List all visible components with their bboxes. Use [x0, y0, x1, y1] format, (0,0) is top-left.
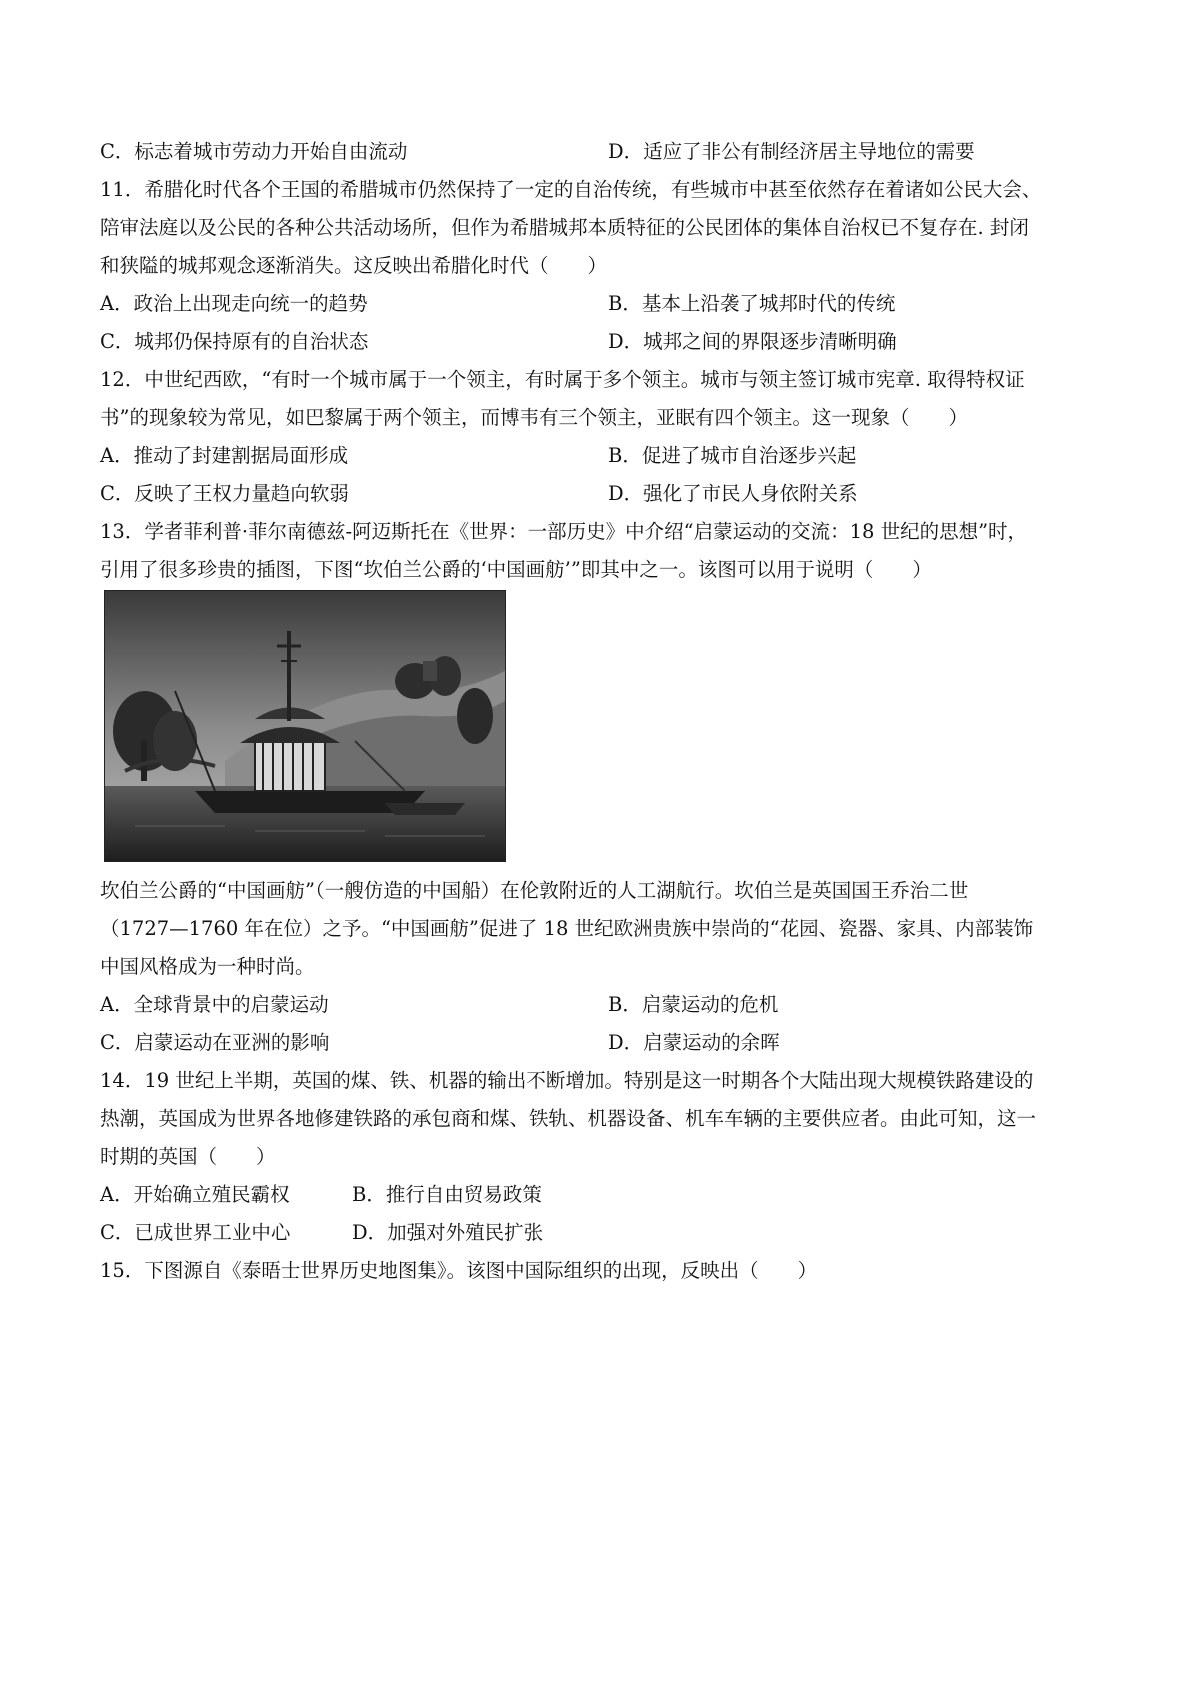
- q14-option-c: C．已成世界工业中心: [100, 1221, 291, 1244]
- q14-stem-line-2: 热潮，英国成为世界各地修建铁路的承包商和煤、铁轨、机器设备、机车车辆的主要供应者。由此可知，这一: [100, 1107, 1037, 1130]
- q13-caption-line-1: 坎伯兰公爵的“中国画舫”（一艘仿造的中国船）在伦敦附近的人工湖航行。坎伯兰是英国国王乔治二世: [100, 879, 969, 902]
- chinese-pleasure-boat-engraving: [104, 590, 506, 862]
- q14-option-b: B．推行自由贸易政策: [352, 1183, 542, 1206]
- q11-stem-line-1: 11．希腊化时代各个王国的希腊城市仍然保持了一定的自治传统，有些城市中甚至依然存在着诸如公民大会、: [100, 178, 1042, 201]
- q14-stem-line-3: 时期的英国（ ）: [100, 1145, 276, 1168]
- q13-caption-line-2: （1727—1760 年在位）之予。“中国画舫”促进了 18 世纪欧洲贵族中崇尚的“花园、瓷器、家具、内部装饰: [100, 917, 1034, 940]
- q11-option-c: C．城邦仍保持原有的自治状态: [100, 330, 369, 353]
- q12-option-b: B．促进了城市自治逐步兴起: [608, 444, 857, 467]
- q10-option-c: C．标志着城市劳动力开始自由流动: [100, 140, 408, 163]
- q14-stem-line-1: 14．19 世纪上半期，英国的煤、铁、机器的输出不断增加。特别是这一时期各个大陆出现大规模铁路建设的: [100, 1069, 1034, 1092]
- q13-caption-line-3: 中国风格成为一种时尚。: [100, 955, 315, 978]
- q13-option-d: D．启蒙运动的余晖: [608, 1031, 780, 1054]
- q11-option-b: B．基本上沿袭了城邦时代的传统: [608, 292, 896, 315]
- q12-stem-line-2: 书”的现象较为常见，如巴黎属于两个领主，而博韦有三个领主，亚眠有四个领主。这一现象（ ）: [100, 406, 968, 429]
- q14-option-d: D．加强对外殖民扩张: [352, 1221, 544, 1244]
- q11-option-a: A．政治上出现走向统一的趋势: [100, 292, 368, 315]
- q11-stem-line-3: 和狭隘的城邦观念逐渐消失。这反映出希腊化时代（ ）: [100, 254, 608, 277]
- q13-option-b: B．启蒙运动的危机: [608, 993, 779, 1016]
- q13-option-a: A．全球背景中的启蒙运动: [100, 993, 329, 1016]
- q15-stem-line-1: 15．下图源自《泰晤士世界历史地图集》。该图中国际组织的出现，反映出（ ）: [100, 1259, 818, 1282]
- q12-option-d: D．强化了市民人身依附关系: [608, 482, 858, 505]
- q14-option-a: A．开始确立殖民霸权: [100, 1183, 290, 1206]
- q11-option-d: D．城邦之间的界限逐步清晰明确: [608, 330, 897, 353]
- q11-stem-line-2: 陪审法庭以及公民的各种公共活动场所，但作为希腊城邦本质特征的公民团体的集体自治权已不复存在. 封闭: [100, 216, 1029, 239]
- q13-stem-line-2: 引用了很多珍贵的插图，下图“坎伯兰公爵的‘中国画舫’”即其中之一。该图可以用于说明（ ）: [100, 558, 932, 581]
- q10-option-d: D．适应了非公有制经济居主导地位的需要: [608, 140, 975, 163]
- q12-stem-line-1: 12．中世纪西欧，“有时一个城市属于一个领主，有时属于多个领主。城市与领主签订城市宪章. 取得特权证: [100, 368, 1025, 391]
- q12-option-a: A．推动了封建割据局面形成: [100, 444, 349, 467]
- q12-option-c: C．反映了王权力量趋向软弱: [100, 482, 349, 505]
- q13-option-c: C．启蒙运动在亚洲的影响: [100, 1031, 330, 1054]
- q13-stem-line-1: 13．学者菲利普·菲尔南德兹-阿迈斯托在《世界：一部历史》中介绍“启蒙运动的交流：18 世纪的思想”时，: [100, 520, 1028, 543]
